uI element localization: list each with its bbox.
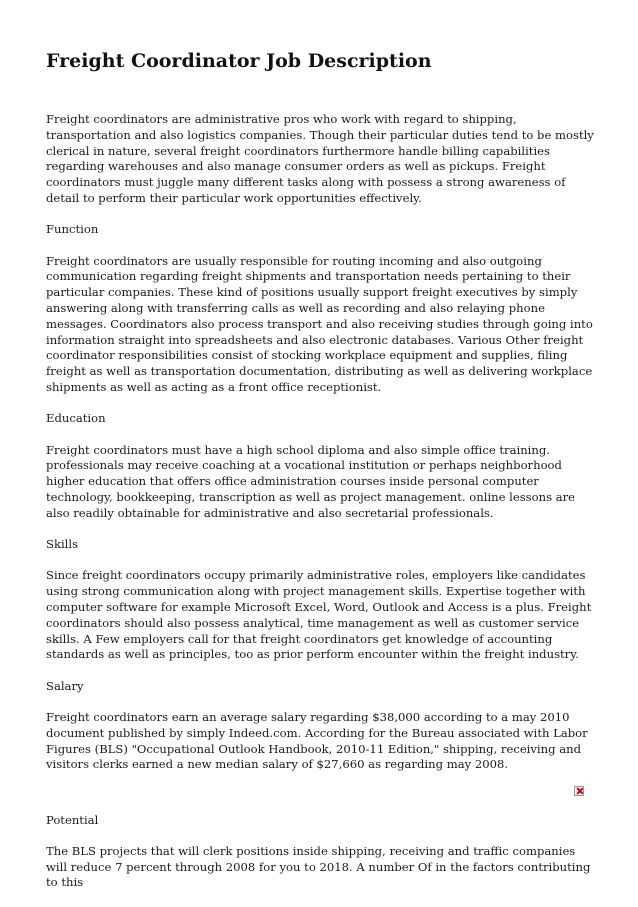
skills-paragraph: Since freight coordinators occupy primarily administrative roles, employers like candidates using strong communication along with project management skills. Expertise together with computer software for example Microsoft Excel, Word, Outlook and Access is a plus. Freight coordinators should also possess analytical, time management as well as customer service skills. A Few employers call for that freight coordinators get knowledge of accounting standards as well as principles, too as prior perform encounter within the freight industry. [46,568,592,662]
potential-paragraph: The BLS projects that will clerk positions inside shipping, receiving and traffic companies will reduce 7 percent through 2008 for you to 2018. A number Of in the factors contributing to this [46,843,591,890]
broken-image-icon [574,786,584,796]
intro-paragraph: Freight coordinators are administrative pros who work with regard to shipping, transportation and also logistics companies. Though their particular duties tend to be mostly clerical in nature, several freight coordinators furthermore handle billing capabilities regarding warehouses and also manage consumer orders as well as pickups. Freight coordinators must juggle many different tasks along with possess a strong awareness of detail to perform their particular work opportunities effectively. [46,112,594,205]
salary-paragraph: Freight coordinators earn an average salary regarding $38,000 according to a may 2010 document published by simply Indeed.com. According for the Bureau associated with Labor Figures (BLS) "Occupational Outlook Handbook, 2010-11 Edition," shipping, receiving and visitors clerks earned a new median salary of $27,660 as regarding may 2008. [46,709,588,772]
document-page [46,48,596,907]
page-title: Freight Coordinator Job Description [46,50,432,72]
function-heading: Function [46,222,99,237]
image-placeholder [46,785,596,813]
education-paragraph: Freight coordinators must have a high school diploma and also simple office training. professionals may receive coaching at a vocational institution or perhaps neighborhood higher education that offers office administration courses inside personal computer technology, bookkeeping, transcription as well as project management. online lessons are also readily obtainable for administrative and also secretarial professionals. [46,442,576,520]
salary-heading: Salary [46,678,84,693]
potential-heading: Potential [46,812,99,827]
education-heading: Education [46,411,106,426]
skills-heading: Skills [46,537,79,552]
function-paragraph: Freight coordinators are usually responsible for routing incoming and also outgoing communication regarding freight shipments and transportation needs pertaining to their particular companies. These kind of positions usually support freight executives by simply answering along with transferring calls as well as recording and also relaying phone messages. Coordinators also process transport and also receiving studies through going into information straight into spreadsheets and also electronic databases. Various Other freight coordinator responsibilities consist of stocking workplace equipment and supplies, filing freight as well as transportation documentation, distributing as well as delivering workplace shipments as well as acting as a front office receptionist. [46,253,593,394]
